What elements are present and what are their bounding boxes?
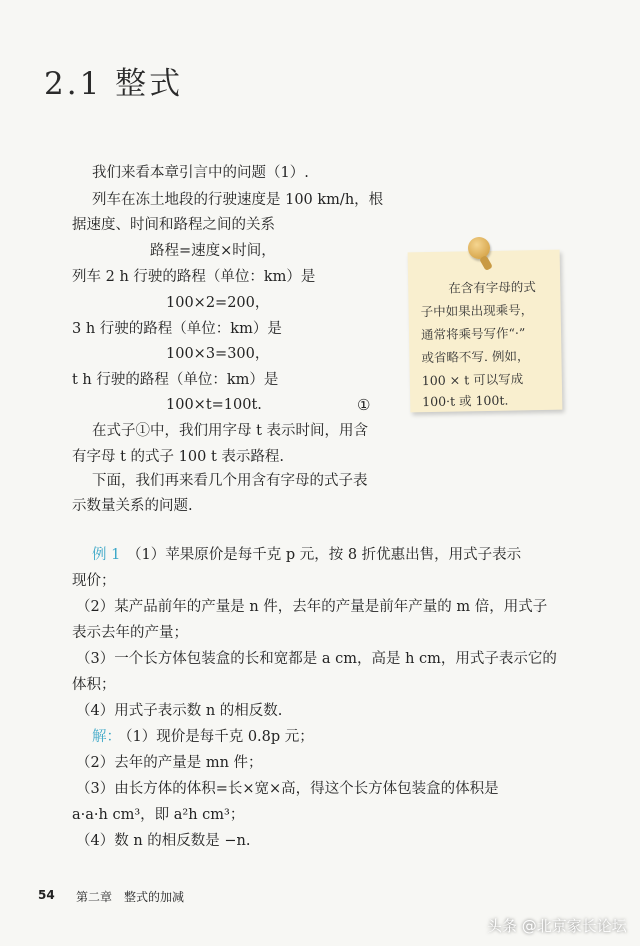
intro-line: 据速度、时间和路程之间的关系 bbox=[72, 217, 275, 233]
intro-line: 下面，我们再来看几个用含有字母的式子表 bbox=[92, 473, 368, 489]
solution-label: 解： bbox=[92, 729, 121, 745]
formula-line: 100×2=200， bbox=[166, 295, 270, 311]
watermark: 头条 @北京家长论坛 bbox=[487, 917, 627, 935]
intro-line: 示数量关系的问题. bbox=[72, 498, 193, 514]
example-line: （2）某产品前年的产量是 n 件，去年的产量是前年产量的 m 倍，用式子 bbox=[76, 599, 548, 615]
intro-line: 列车 2 h 行驶的路程（单位：km）是 bbox=[72, 269, 316, 285]
example-line: （3）一个长方体包装盒的长和宽都是 a cm，高是 h cm，用式子表示它的 bbox=[76, 651, 557, 667]
example-line: 现价； bbox=[72, 573, 116, 589]
sticky-note bbox=[408, 250, 563, 413]
intro-line: 我们来看本章引言中的问题（1）. bbox=[92, 165, 309, 181]
example-label: 例 1 bbox=[92, 547, 121, 563]
formula-line: 100×t=100t. bbox=[166, 397, 262, 413]
intro-line: 3 h 行驶的路程（单位：km）是 bbox=[72, 321, 282, 337]
solution-line: （3）由长方体的体积=长×宽×高，得这个长方体包装盒的体积是 bbox=[76, 781, 499, 797]
chapter-title: 第二章 整式的加减 bbox=[76, 890, 185, 904]
example-line: 体积； bbox=[72, 677, 116, 693]
intro-line: 有字母 t 的式子 100 t 表示路程. bbox=[72, 449, 284, 465]
page-number: 54 bbox=[38, 888, 55, 902]
note-line: 子中如果出现乘号， bbox=[420, 302, 534, 320]
note-line: 100·t 或 100t. bbox=[422, 392, 509, 410]
section-title: 2.1 整式 bbox=[44, 66, 184, 102]
solution-line: （1）现价是每千克 0.8p 元； bbox=[118, 729, 314, 745]
note-line: 在含有字母的式 bbox=[448, 279, 536, 296]
note-line: 或省略不写. 例如， bbox=[421, 348, 530, 366]
note-line: 100 × t 可以写成 bbox=[421, 371, 524, 389]
solution-line: （4）数 n 的相反数是 −n. bbox=[76, 833, 251, 849]
example-line: 表示去年的产量； bbox=[72, 625, 188, 641]
intro-line: 在式子①中，我们用字母 t 表示时间，用含 bbox=[92, 423, 369, 439]
formula-line: 100×3=300， bbox=[166, 346, 270, 362]
example-line: （4）用式子表示数 n 的相反数. bbox=[76, 703, 283, 719]
example-line: （1）苹果原价是每千克 p 元，按 8 折优惠出售，用式子表示 bbox=[127, 547, 522, 563]
note-line: 通常将乘号写作“·” bbox=[420, 325, 526, 343]
formula-line: 路程=速度×时间， bbox=[150, 243, 276, 259]
intro-line: 列车在冻土地段的行驶速度是 100 km/h，根 bbox=[92, 192, 384, 208]
formula-marker: ① bbox=[357, 396, 371, 414]
solution-line: a·a·h cm³，即 a²h cm³； bbox=[72, 807, 245, 823]
solution-line: （2）去年的产量是 mn 件； bbox=[76, 755, 263, 771]
intro-line: t h 行驶的路程（单位：km）是 bbox=[72, 372, 279, 388]
